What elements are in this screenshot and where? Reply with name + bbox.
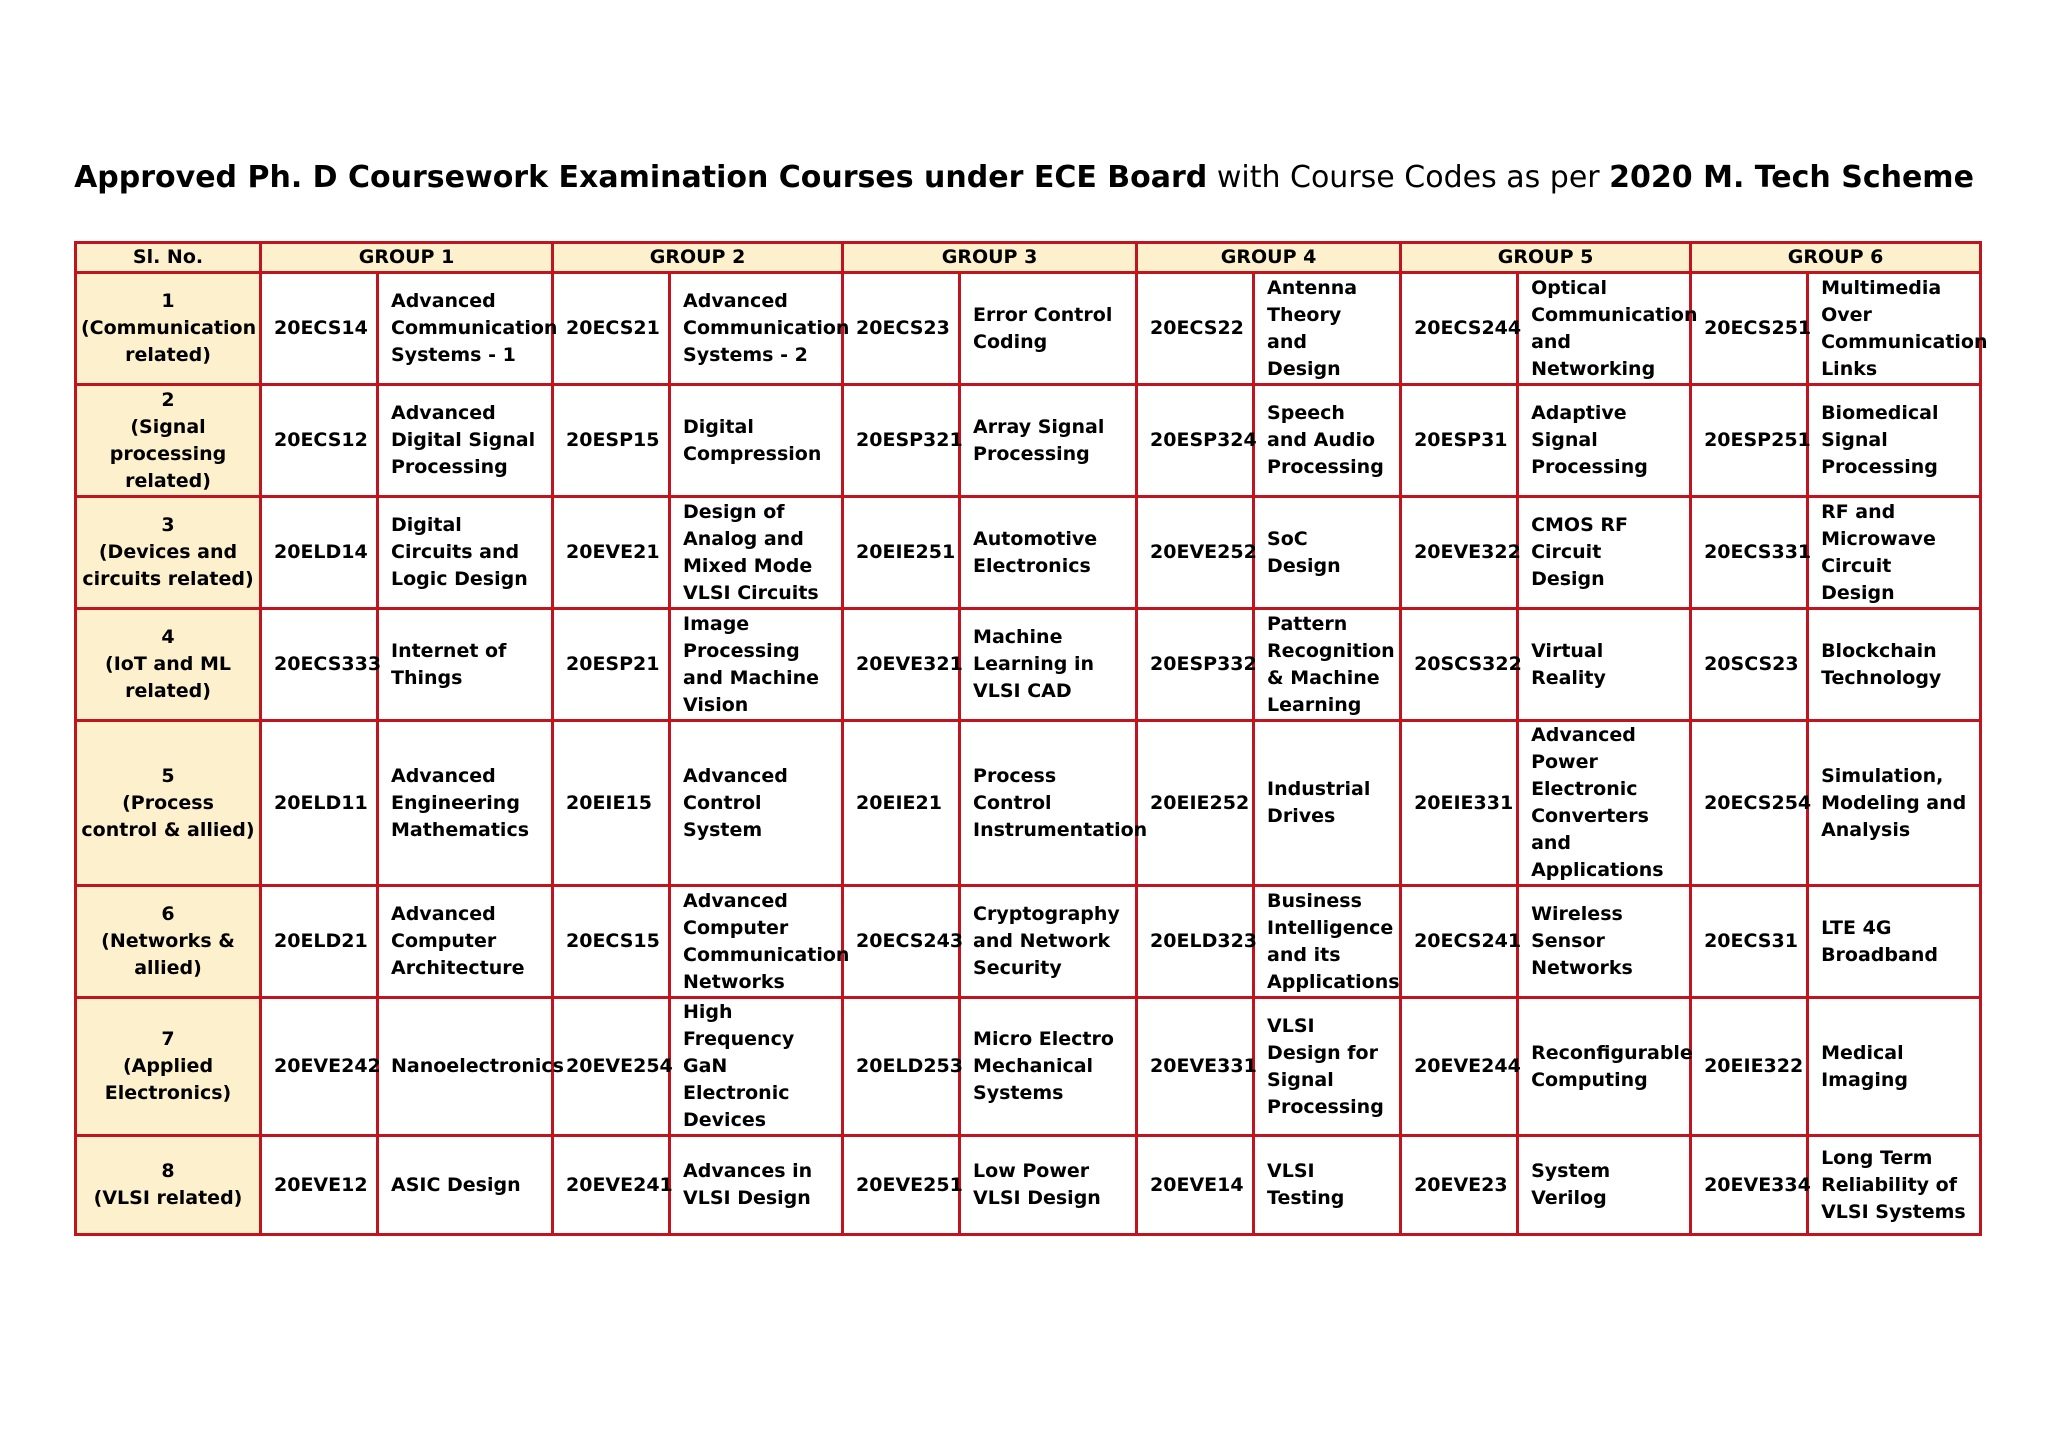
course-name: Process Control Instrumentation [960,721,1137,886]
course-name: Low Power VLSI Design [960,1136,1137,1235]
course-code: 20ESP251 [1691,385,1808,497]
row-number: 5 [161,764,175,787]
course-name: Advanced Control System [670,721,843,886]
course-code: 20ECS14 [261,273,378,385]
row-category: (Devices and circuits related) [82,541,254,590]
course-name: Reconfigurable Computing [1518,998,1691,1136]
header-group-4: GROUP 4 [1137,243,1401,273]
course-name: SoC Design [1254,497,1401,609]
course-name: Antenna Theory and Design [1254,273,1401,385]
course-name: System Verilog [1518,1136,1691,1235]
row-number: 6 [161,903,175,925]
course-name: Advanced Communication Systems - 2 [670,273,843,385]
table-row [76,1136,1981,1235]
table-row [76,998,1981,1136]
table-row [76,721,1981,886]
table-body [76,273,1988,1235]
course-code: 20EIE15 [553,721,670,886]
course-code: 20EVE21 [553,497,670,609]
title-bold-part: Approved Ph. D Coursework Examination Courses under ECE Board [74,160,1208,195]
header-group-6: GROUP 6 [1691,243,1981,273]
course-name: Multimedia Over Communication Links [1808,273,1981,385]
title-scheme-part: 2020 M. Tech Scheme [1609,160,1974,195]
course-code: 20EIE251 [843,497,960,609]
course-code: 20ECS241 [1401,886,1518,998]
course-code: 20EVE14 [1137,1136,1254,1235]
row-number: 7 [161,1028,175,1050]
row-category-cell [76,497,261,609]
course-code: 20EVE252 [1137,497,1254,609]
row-category-cell [76,1136,261,1235]
row-number: 4 [161,626,175,648]
course-code: 20ESP31 [1401,385,1518,497]
course-code: 20ECS31 [1691,886,1808,998]
course-name: Digital Compression [670,385,843,497]
course-code: 20ESP332 [1137,609,1254,721]
course-name: Cryptography and Network Security [960,886,1137,998]
course-name: Advanced Digital Signal Processing [378,385,553,497]
row-category-cell [76,998,261,1136]
course-name: Advanced Engineering Mathematics [378,721,553,886]
course-code: 20EVE334 [1691,1136,1808,1235]
course-name: Image Processing and Machine Vision [670,609,843,721]
course-name: Machine Learning in VLSI CAD [960,609,1137,721]
course-name: Wireless Sensor Networks [1518,886,1691,998]
course-name: Simulation, Modeling and Analysis [1808,721,1981,886]
course-code: 20ESP324 [1137,385,1254,497]
course-name: Adaptive Signal Processing [1518,385,1691,497]
course-code: 20ECS23 [843,273,960,385]
course-code: 20EIE322 [1691,998,1808,1136]
course-code: 20ECS333 [261,609,378,721]
table-row [76,385,1981,497]
course-name: Error Control Coding [960,273,1137,385]
course-code: 20EIE21 [843,721,960,886]
title-normal-part: with Course Codes as per [1207,160,1610,195]
row-category-cell [76,273,261,385]
course-name: Nanoelectronics [378,998,553,1136]
course-code: 20EIE252 [1137,721,1254,886]
course-code: 20ECS244 [1401,273,1518,385]
row-number: 2 [161,388,175,411]
course-code: 20ECS15 [553,886,670,998]
row-category-cell [76,721,261,886]
course-name: Speech and Audio Processing [1254,385,1401,497]
course-code: 20EVE322 [1401,497,1518,609]
row-category: (Signal processing related) [109,415,227,492]
course-name: ASIC Design [378,1136,553,1235]
course-code: 20SCS322 [1401,609,1518,721]
course-code: 20SCS23 [1691,609,1808,721]
row-category: (Process control & allied) [81,791,255,841]
course-code: 20ECS243 [843,886,960,998]
course-name: Advanced Computer Architecture [378,886,553,998]
page-title [0,158,2048,198]
course-code: 20EIE331 [1401,721,1518,886]
course-code: 20ESP321 [843,385,960,497]
course-name: LTE 4G Broadband [1808,886,1981,998]
course-code: 20ECS21 [553,273,670,385]
row-number: 8 [161,1160,175,1182]
table-row [76,609,1981,721]
course-name: VLSI Design for Signal Processing [1254,998,1401,1136]
course-name: Industrial Drives [1254,721,1401,886]
table-row [76,273,1981,385]
header-group-3: GROUP 3 [843,243,1137,273]
course-code: 20EVE251 [843,1136,960,1235]
table-row [76,497,1981,609]
table-row [76,886,1981,998]
course-name: Virtual Reality [1518,609,1691,721]
course-code: 20ESP15 [553,385,670,497]
course-name: Advanced Power Electronic Converters and Applications [1518,721,1691,886]
course-name: Design of Analog and Mixed Mode VLSI Circuits [670,497,843,609]
row-number: 3 [161,514,175,536]
course-code: 20EVE12 [261,1136,378,1235]
course-name: Pattern Recognition & Machine Learning [1254,609,1401,721]
course-code: 20ECS22 [1137,273,1254,385]
course-name: VLSI Testing [1254,1136,1401,1235]
course-code: 20EVE244 [1401,998,1518,1136]
header-group-1: GROUP 1 [261,243,553,273]
course-code: 20ELD323 [1137,886,1254,998]
course-code: 20ELD11 [261,721,378,886]
header-sl-no: Sl. No. [76,243,261,273]
course-name: Advanced Computer Communication Networks [670,886,843,998]
table-header-row [76,243,1981,273]
row-category: (Applied Electronics) [104,1055,232,1104]
course-code: 20ELD21 [261,886,378,998]
course-name: Advances in VLSI Design [670,1136,843,1235]
course-code: 20ELD14 [261,497,378,609]
course-code: 20EVE23 [1401,1136,1518,1235]
row-category: (Communication related) [81,317,257,366]
course-name: Blockchain Technology [1808,609,1981,721]
course-code: 20ESP21 [553,609,670,721]
course-name: Business Intelligence and its Applications [1254,886,1401,998]
row-category: (Networks & allied) [101,930,235,979]
row-number: 1 [161,290,175,312]
course-code: 20EVE331 [1137,998,1254,1136]
course-code: 20EVE321 [843,609,960,721]
course-name: Optical Communication and Networking [1518,273,1691,385]
course-code: 20EVE241 [553,1136,670,1235]
course-name: Long Term Reliability of VLSI Systems [1808,1136,1981,1235]
row-category-cell [76,385,261,497]
row-category-cell [76,886,261,998]
header-group-5: GROUP 5 [1401,243,1691,273]
course-code: 20ECS254 [1691,721,1808,886]
course-name: CMOS RF Circuit Design [1518,497,1691,609]
course-name: Biomedical Signal Processing [1808,385,1981,497]
course-code: 20EVE254 [553,998,670,1136]
course-code: 20ELD253 [843,998,960,1136]
row-category: (IoT and ML related) [105,653,231,702]
row-category: (VLSI related) [93,1187,243,1209]
course-name: Micro Electro Mechanical Systems [960,998,1137,1136]
course-code: 20ECS12 [261,385,378,497]
course-name: Advanced Communication Systems - 1 [378,273,553,385]
course-code: 20EVE242 [261,998,378,1136]
course-name: Digital Circuits and Logic Design [378,497,553,609]
course-name: RF and Microwave Circuit Design [1808,497,1981,609]
course-code: 20ECS331 [1691,497,1808,609]
course-name: Automotive Electronics [960,497,1137,609]
course-name: Medical Imaging [1808,998,1981,1136]
course-table [74,241,1988,1236]
row-category-cell [76,609,261,721]
course-name: Internet of Things [378,609,553,721]
course-name: Array Signal Processing [960,385,1137,497]
course-code: 20ECS251 [1691,273,1808,385]
course-name: High Frequency GaN Electronic Devices [670,998,843,1136]
header-group-2: GROUP 2 [553,243,843,273]
